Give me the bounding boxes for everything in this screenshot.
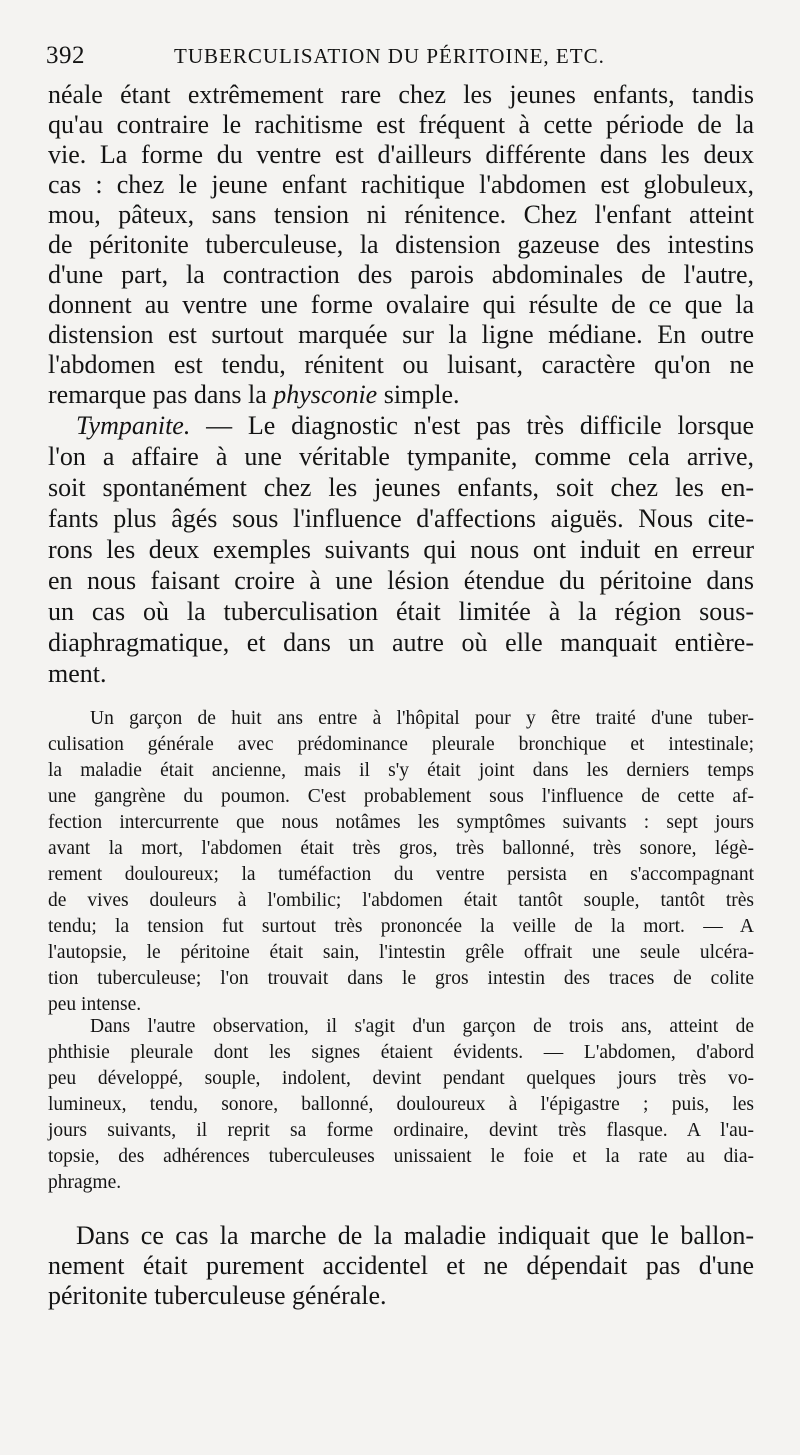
text-line: phragme. <box>48 1172 122 1193</box>
text-line: de péritonite tuberculeuse, la distension gazeuse des intestins <box>48 230 754 259</box>
text-line: tion tuberculeuse; l'on trouvait dans le gros intestin des traces de colite <box>48 968 754 989</box>
text-line: néale étant extrêmement rare chez les jeunes enfants, tandis <box>48 80 754 109</box>
text-line <box>48 380 754 410</box>
page-header <box>46 40 766 76</box>
text-fragment: remarque pas dans la <box>48 380 274 409</box>
text-line: en nous faisant croire à une lésion étendue du péritoine dans <box>48 566 754 595</box>
italic-term: physconie <box>273 380 378 409</box>
text-line: une gangrène du poumon. C'est probablement sous l'influence de cette af- <box>48 786 754 807</box>
text-line: jours suivants, il reprit sa forme ordinaire, devint très flasque. A l'au- <box>48 1120 754 1141</box>
text-line: soit spontanément chez les jeunes enfants, soit chez les en- <box>48 473 754 502</box>
text-line: diaphragmatique, et dans un autre où elle manquait entière- <box>48 628 754 657</box>
text-line: culisation générale avec prédominance pleurale bronchique et intestinale; <box>48 734 754 755</box>
text-line: l'on a affaire à une véritable tympanite, comme cela arrive, <box>48 442 754 471</box>
text-line: rons les deux exemples suivants qui nous ont induit en erreur <box>48 535 754 564</box>
text-line: qu'au contraire le rachitisme est fréquent à cette période de la <box>48 110 754 139</box>
text-fragment: simple. <box>377 380 460 409</box>
text-line: Dans ce cas la marche de la maladie indiquait que le ballon- <box>76 1221 754 1250</box>
text-line: ment. <box>48 659 107 688</box>
text-line: Dans l'autre observation, il s'agit d'un garçon de trois ans, atteint de <box>90 1016 754 1037</box>
text-line: fants plus âgés sous l'influence d'affections aiguës. Nous cite- <box>48 504 754 533</box>
text-line: phthisie pleurale dont les signes étaient évidents. — L'abdomen, d'abord <box>48 1042 754 1063</box>
text-line: l'abdomen est tendu, rénitent ou luisant, caractère qu'on ne <box>48 350 754 379</box>
page-number: 392 <box>46 42 85 69</box>
text-line: la maladie était ancienne, mais il s'y était joint dans les derniers temps <box>48 760 754 781</box>
text-line: d'une part, la contraction des parois abdominales de l'autre, <box>48 260 754 289</box>
text-line: tendu; la tension fut surtout très prononcée la veille de la mort. — A <box>48 916 754 937</box>
text-line: mou, pâteux, sans tension ni rénitence. Chez l'enfant atteint <box>48 200 754 229</box>
text-line: un cas où la tuberculisation était limitée à la région sous- <box>48 597 754 626</box>
text-line: Un garçon de huit ans entre à l'hôpital pour y être traité d'une tuber- <box>90 708 754 729</box>
text-line: topsie, des adhérences tuberculeuses unissaient le foie et la rate au dia- <box>48 1146 754 1167</box>
running-title: TUBERCULISATION DU PÉRITOINE, ETC. <box>174 44 605 68</box>
text-line: nement était purement accidentel et ne dépendait pas d'une <box>48 1251 754 1280</box>
text-line: peu développé, souple, indolent, devint pendant quelques jours très vo- <box>48 1068 754 1089</box>
text-line: lumineux, tendu, sonore, ballonné, douloureux à l'épigastre ; puis, les <box>48 1094 754 1115</box>
text-line: donnent au ventre une forme ovalaire qui résulte de ce que la <box>48 290 754 319</box>
text-line <box>76 411 754 441</box>
text-line: cas : chez le jeune enfant rachitique l'abdomen est globuleux, <box>48 170 754 199</box>
section-run-in-heading: Tympanite. <box>76 411 191 440</box>
text-line: avant la mort, l'abdomen était très gros, très ballonné, très sonore, légè- <box>48 838 754 859</box>
text-line: distension est surtout marquée sur la ligne médiane. En outre <box>48 320 754 349</box>
text-fragment: — Le diagnostic n'est pas très difficile lorsque <box>190 411 754 440</box>
text-line: l'autopsie, le péritoine était sain, l'intestin grêle offrait une seule ulcéra- <box>48 942 754 963</box>
text-line: peu intense. <box>48 994 142 1015</box>
text-line: vie. La forme du ventre est d'ailleurs différente dans les deux <box>48 140 754 169</box>
text-line: de vives douleurs à l'ombilic; l'abdomen était tantôt souple, tantôt très <box>48 890 754 911</box>
text-line: péritonite tuberculeuse générale. <box>48 1281 387 1310</box>
text-line: fection intercurrente que nous notâmes les symptômes suivants : sept jours <box>48 812 754 833</box>
text-line: rement douloureux; la tuméfaction du ventre persista en s'accompagnant <box>48 864 754 885</box>
